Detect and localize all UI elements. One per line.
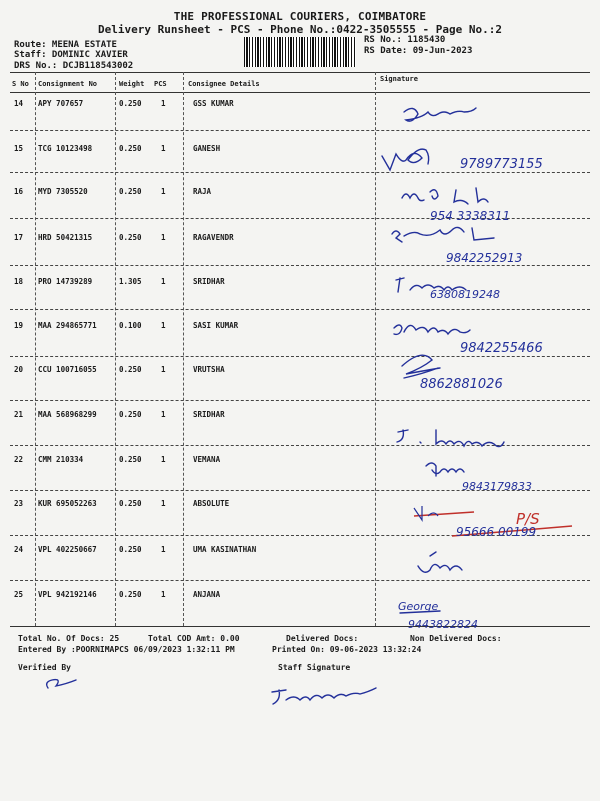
row-weight: 0.250 xyxy=(119,590,142,599)
row-consignee-name: SRIDHAR xyxy=(193,410,225,419)
entered-by: Entered By :POORNIMAPCS 06/09/2023 1:32:11 PM xyxy=(18,645,235,654)
row-weight: 0.250 xyxy=(119,410,142,419)
row-consignee-name: RAJA xyxy=(193,187,212,196)
hand-number-r18: 6380819248 xyxy=(430,288,500,301)
row-pcs: 1 xyxy=(161,277,166,286)
row-sno: 14 xyxy=(14,99,24,108)
runsheet-subtitle: Delivery Runsheet - PCS - Phone No.:0422-3505555 - Page No.:2 xyxy=(98,23,502,36)
col-weight-header: Weight xyxy=(119,80,145,88)
row-pcs: 1 xyxy=(161,321,166,330)
row-consignee-name: ABSOLUTE xyxy=(193,499,230,508)
row-consignment-no: VPL 942192146 xyxy=(38,590,97,599)
row-consignee-name: VEMANA xyxy=(193,455,221,464)
row-consignee-name: SRIDHAR xyxy=(193,277,225,286)
row-consignment-no: HRD 50421315 xyxy=(38,233,93,242)
row-pcs: 1 xyxy=(161,455,166,464)
total-cod: Total COD Amt: 0.00 xyxy=(148,634,240,643)
row-weight: 0.250 xyxy=(119,233,142,242)
hand-number-r15: 9789773155 xyxy=(460,157,543,172)
row-sno: 22 xyxy=(14,455,24,464)
row-sno: 20 xyxy=(14,365,24,374)
row-consignment-no: MAA 568968299 xyxy=(38,410,97,419)
row-weight: 0.250 xyxy=(119,144,142,153)
row-sno: 25 xyxy=(14,590,24,599)
row-consignment-no: MAA 294865771 xyxy=(38,321,97,330)
row-consignment-no: KUR 695052263 xyxy=(38,499,97,508)
row-consignment-no: TCG 10123498 xyxy=(38,144,93,153)
row-sno: 17 xyxy=(14,233,24,242)
row-pcs: 1 xyxy=(161,410,166,419)
company-title: THE PROFESSIONAL COURIERS, COIMBATORE xyxy=(173,10,427,23)
hand-number-r19: 9842255466 xyxy=(460,341,543,356)
rs-number: RS No.: 1185430 xyxy=(364,35,446,45)
row-weight: 0.100 xyxy=(119,321,142,330)
row-consignment-no: CCU 100716055 xyxy=(38,365,97,374)
hand-number-r17: 9842252913 xyxy=(446,251,523,265)
printed-on: Printed On: 09-06-2023 13:32:24 xyxy=(272,645,422,654)
row-consignee-name: ANJANA xyxy=(193,590,221,599)
hand-name-r25: George xyxy=(398,600,439,613)
drs-number: DRS No.: DCJB118543002 xyxy=(14,61,134,71)
staff-label: Staff: DOMINIC XAVIER xyxy=(14,50,128,60)
row-weight: 0.250 xyxy=(119,499,142,508)
row-pcs: 1 xyxy=(161,365,166,374)
col-consignment-header: Consignment No xyxy=(38,80,98,88)
row-consignment-no: CMM 210334 xyxy=(38,455,84,464)
row-sno: 19 xyxy=(14,321,24,330)
non-delivered-docs: Non Delivered Docs: xyxy=(410,634,502,643)
row-consignment-no: APY 707657 xyxy=(38,99,84,108)
row-consignee-name: VRUTSHA xyxy=(193,365,225,374)
delivered-docs: Delivered Docs: xyxy=(286,634,359,643)
row-consignment-no: PRO 14739289 xyxy=(38,277,93,286)
row-sno: 21 xyxy=(14,410,24,419)
row-sno: 18 xyxy=(14,277,24,286)
total-docs: Total No. Of Docs: 25 xyxy=(18,634,120,643)
col-consignee-header: Consignee Details xyxy=(188,80,260,88)
staff-signature-label: Staff Signature xyxy=(278,663,351,672)
row-sno: 15 xyxy=(14,144,24,153)
row-pcs: 1 xyxy=(161,499,166,508)
row-weight: 0.250 xyxy=(119,455,142,464)
hand-number-r22: 9843179833 xyxy=(462,480,532,493)
row-consignment-no: MYD 7305520 xyxy=(38,187,88,196)
hand-number-r25: 9443822824 xyxy=(408,618,478,631)
row-weight: 1.305 xyxy=(119,277,142,286)
col-signature-header: Signature xyxy=(380,75,418,83)
hand-mark-r23: P/S xyxy=(516,510,540,528)
row-consignee-name: GSS KUMAR xyxy=(193,99,234,108)
hand-number-r23: 95666 00199 xyxy=(456,525,537,539)
row-consignment-no: VPL 402250667 xyxy=(38,545,97,554)
row-pcs: 1 xyxy=(161,144,166,153)
row-weight: 0.250 xyxy=(119,99,142,108)
row-consignee-name: UMA KASINATHAN xyxy=(193,545,257,554)
row-sno: 16 xyxy=(14,187,24,196)
col-sno-header: S No xyxy=(12,80,29,88)
row-weight: 0.250 xyxy=(119,365,142,374)
hand-number-r16: 954 3338311 xyxy=(430,209,511,223)
row-weight: 0.250 xyxy=(119,545,142,554)
row-pcs: 1 xyxy=(161,545,166,554)
hand-number-r20: 8862881026 xyxy=(420,377,503,392)
row-sno: 23 xyxy=(14,499,24,508)
row-weight: 0.250 xyxy=(119,187,142,196)
verified-by-label: Verified By xyxy=(18,663,71,672)
row-consignee-name: RAGAVENDR xyxy=(193,233,234,242)
row-pcs: 1 xyxy=(161,99,166,108)
row-sno: 24 xyxy=(14,545,24,554)
row-consignee-name: GANESH xyxy=(193,144,221,153)
row-pcs: 1 xyxy=(161,187,166,196)
col-pcs-header: PCS xyxy=(154,80,167,88)
row-pcs: 1 xyxy=(161,233,166,242)
row-consignee-name: SASI KUMAR xyxy=(193,321,239,330)
rs-date: RS Date: 09-Jun-2023 xyxy=(364,46,473,56)
row-pcs: 1 xyxy=(161,590,166,599)
route-label: Route: MEENA ESTATE xyxy=(14,40,117,50)
